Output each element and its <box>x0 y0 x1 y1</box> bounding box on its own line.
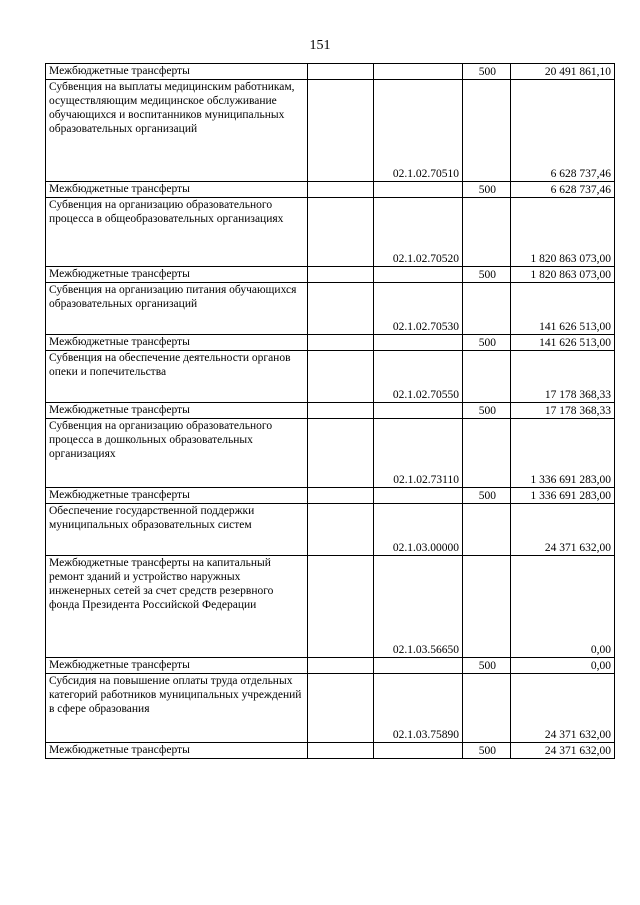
row-description: Субвенция на организацию питания обучающихся образовательных организаций <box>46 283 308 335</box>
row-target-code: 02.1.02.70510 <box>374 80 463 182</box>
row-target-code: 02.1.03.56650 <box>374 556 463 658</box>
row-description: Субвенция на организацию образовательного процесса в общеобразовательных организациях <box>46 198 308 267</box>
row-empty-column <box>308 351 374 403</box>
row-description: Субвенция на организацию образовательного процесса в дошкольных образовательных организациях <box>46 419 308 488</box>
page-number: 151 <box>309 38 331 53</box>
table-row <box>46 351 615 403</box>
row-description: Субсидия на повышение оплаты труда отдельных категорий работников муниципальных учреждений в сфере образования <box>46 674 308 743</box>
row-amount: 1 336 691 283,00 <box>511 419 615 488</box>
row-empty-column <box>308 80 374 182</box>
row-amount: 1 336 691 283,00 <box>511 488 615 504</box>
table-row <box>46 80 615 182</box>
row-amount: 1 820 863 073,00 <box>511 267 615 283</box>
table-row <box>46 658 615 674</box>
row-description: Межбюджетные трансферты <box>46 403 308 419</box>
row-empty-column <box>308 267 374 283</box>
row-empty-column <box>308 198 374 267</box>
table-row <box>46 504 615 556</box>
row-target-code <box>374 403 463 419</box>
table-row <box>46 64 615 80</box>
row-target-code: 02.1.03.00000 <box>374 504 463 556</box>
row-description: Межбюджетные трансферты <box>46 743 308 759</box>
row-amount: 141 626 513,00 <box>511 283 615 335</box>
row-description: Межбюджетные трансферты <box>46 267 308 283</box>
row-amount: 24 371 632,00 <box>511 674 615 743</box>
row-target-code <box>374 182 463 198</box>
row-expense-type: 500 <box>463 64 511 80</box>
table-row <box>46 488 615 504</box>
row-target-code <box>374 64 463 80</box>
row-empty-column <box>308 556 374 658</box>
table-row <box>46 743 615 759</box>
row-empty-column <box>308 488 374 504</box>
row-amount: 0,00 <box>511 658 615 674</box>
row-target-code: 02.1.02.70530 <box>374 283 463 335</box>
row-empty-column <box>308 658 374 674</box>
row-expense-type: 500 <box>463 267 511 283</box>
row-description: Межбюджетные трансферты <box>46 64 308 80</box>
row-empty-column <box>308 674 374 743</box>
row-description: Межбюджетные трансферты <box>46 182 308 198</box>
row-expense-type: 500 <box>463 335 511 351</box>
row-amount: 17 178 368,33 <box>511 351 615 403</box>
budget-table-body <box>46 64 615 759</box>
row-description: Межбюджетные трансферты <box>46 488 308 504</box>
row-target-code <box>374 335 463 351</box>
table-row <box>46 198 615 267</box>
row-amount: 6 628 737,46 <box>511 182 615 198</box>
row-expense-type <box>463 80 511 182</box>
row-empty-column <box>308 743 374 759</box>
row-empty-column <box>308 419 374 488</box>
row-expense-type <box>463 556 511 658</box>
table-row <box>46 182 615 198</box>
row-expense-type: 500 <box>463 488 511 504</box>
row-empty-column <box>308 182 374 198</box>
table-row <box>46 403 615 419</box>
row-expense-type: 500 <box>463 743 511 759</box>
table-row <box>46 556 615 658</box>
table-row <box>46 267 615 283</box>
row-target-code <box>374 267 463 283</box>
table-row <box>46 283 615 335</box>
table-row <box>46 335 615 351</box>
budget-table <box>45 63 615 759</box>
row-expense-type <box>463 351 511 403</box>
row-amount: 1 820 863 073,00 <box>511 198 615 267</box>
row-expense-type: 500 <box>463 403 511 419</box>
row-target-code: 02.1.02.70520 <box>374 198 463 267</box>
table-row <box>46 419 615 488</box>
row-amount: 24 371 632,00 <box>511 504 615 556</box>
row-expense-type <box>463 198 511 267</box>
row-amount: 20 491 861,10 <box>511 64 615 80</box>
row-expense-type <box>463 674 511 743</box>
row-expense-type: 500 <box>463 182 511 198</box>
row-amount: 17 178 368,33 <box>511 403 615 419</box>
row-target-code <box>374 488 463 504</box>
row-empty-column <box>308 283 374 335</box>
row-expense-type <box>463 419 511 488</box>
row-description: Межбюджетные трансферты на капитальный ремонт зданий и устройство наружных инженерных сетей за счет средств резервного фонда Президента Российской Федерации <box>46 556 308 658</box>
table-row <box>46 674 615 743</box>
row-target-code: 02.1.02.73110 <box>374 419 463 488</box>
row-description: Обеспечение государственной поддержки муниципальных образовательных систем <box>46 504 308 556</box>
row-empty-column <box>308 403 374 419</box>
row-expense-type <box>463 283 511 335</box>
row-empty-column <box>308 64 374 80</box>
row-target-code <box>374 743 463 759</box>
row-expense-type: 500 <box>463 658 511 674</box>
row-target-code <box>374 658 463 674</box>
row-description: Субвенция на выплаты медицинским работникам, осуществляющим медицинское обслуживание обучающихся и воспитанников муниципальных образовательных организаций <box>46 80 308 182</box>
row-expense-type <box>463 504 511 556</box>
row-amount: 24 371 632,00 <box>511 743 615 759</box>
row-description: Субвенция на обеспечение деятельности органов опеки и попечительства <box>46 351 308 403</box>
row-amount: 6 628 737,46 <box>511 80 615 182</box>
row-empty-column <box>308 335 374 351</box>
row-amount: 141 626 513,00 <box>511 335 615 351</box>
row-target-code: 02.1.02.70550 <box>374 351 463 403</box>
row-target-code: 02.1.03.75890 <box>374 674 463 743</box>
row-description: Межбюджетные трансферты <box>46 658 308 674</box>
row-empty-column <box>308 504 374 556</box>
row-amount: 0,00 <box>511 556 615 658</box>
row-description: Межбюджетные трансферты <box>46 335 308 351</box>
